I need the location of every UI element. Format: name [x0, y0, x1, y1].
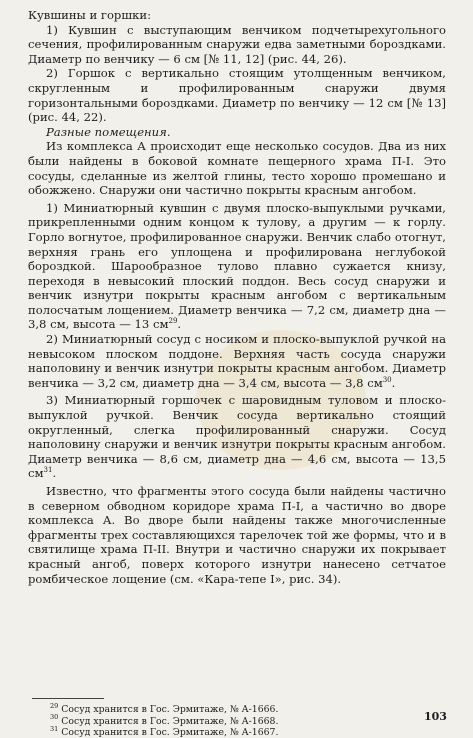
- paragraph-pot: 2) Горшок с вертикально стоящим утолщенным венчиком, скругленным и профилированным снаружи двумя горизонтальными бороздками. Диаметр по венчику — 12 см [№ 13] (рис. 44, 22).: [28, 66, 446, 125]
- paragraph-miniature-jug: 1) Миниатюрный кувшин с двумя плоско-выпуклыми ручками, прикрепленными одним концом к тулову, а другим — к горлу. Горло вогнутое, профилированное снаружи. Венчик слабо отогнут, верхняя грань его уплощена и профилирована неглубокой бороздкой. Шарообразное тулово плавно сужается книзу, переходя в невысокий плоский поддон. Весь сосуд снаружи и венчик изнутри покрыты красным ангобом с вертикальным полосчатым лощением. Диаметр венчика — 7,2 см, диаметр дна — 3,8 см, высота — 13 $см^{29}$.: [28, 200, 446, 332]
- footnote-ref-30: 30: [382, 375, 392, 384]
- page-number: 103: [424, 710, 447, 723]
- miniature-pot-text: 3) Миниатюрный горшочек с шаровидным туловом и плоско-выпуклой ручкой. Венчик сосуда вертикально стоящий округленный, слегка профилированный снаружи. Сосуд наполовину снаружи и венчик изнутри покрыты красным ангобом. Диаметр венчика — 8,6 см, диаметр дна — 4,6 см, высота — 13,5 см: [28, 393, 446, 481]
- footnotes: [28, 704, 446, 738]
- section-heading: Кувшины и горшки:: [28, 8, 152, 22]
- subheading-rooms: Разные помещения.: [46, 124, 171, 139]
- footnote-ref-31: 31: [43, 466, 53, 475]
- paragraph-miniature-pot: 3) Миниатюрный горшочек с шаровидным туловом и плоско-выпуклой ручкой. Венчик сосуда вертикально стоящий округленный, слегка профилированный снаружи. Сосуд наполовину снаружи и венчик изнутри покрыты красным ангобом. Диаметр венчика — 8,6 см, диаметр дна — 4,6 см, высота — 13,5 $см^{31}$.: [28, 393, 446, 481]
- footnote-divider: [32, 698, 104, 699]
- miniature-vessel-text: 2) Миниатюрный сосуд с носиком и плоско-выпуклой ручкой на невысоком плоском поддоне. Верхняя часть сосуда снаружи наполовину и венчик изнутри покрыты красным ангобом. Диаметр венчика — 3,2 см, диаметр дна — 3,4 см, высота — 3,8 см: [28, 332, 446, 390]
- page-body: [28, 8, 446, 738]
- paragraph-miniature-vessel: 2) Миниатюрный сосуд с носиком и плоско-выпуклой ручкой на невысоком плоском поддоне. Верхняя часть сосуда снаружи наполовину и венчик изнутри покрыты красным ангобом. Диаметр венчика — 3,2 см, диаметр дна — 3,4 см, высота — 3,8 $см^{30}$.: [28, 332, 446, 390]
- miniature-jug-text: 1) Миниатюрный кувшин с двумя плоско-выпуклыми ручками, прикрепленными одним концом к тулову, а другим — к горлу. Горло вогнутое, профилированное снаружи. Венчик слабо отогнут, верхняя грань его уплощена и профилирована неглубокой бороздкой. Шарообразное тулово плавно сужается книзу, переходя в невысокий плоский поддон. Весь сосуд снаружи и венчик изнутри покрыты красным ангобом с вертикальным полосчатым лощением. Диаметр венчика — 7,2 см, диаметр дна — 3,8 см, высота — 13 см: [28, 200, 446, 332]
- footnote-ref-29: 29: [168, 317, 178, 326]
- footnote: $^{29}$ Сосуд хранится в Гос. Эрмитаже, № А-1666.: [50, 702, 279, 716]
- footnote: $^{31}$ Сосуд хранится в Гос. Эрмитаже, № А-1667.: [50, 724, 279, 738]
- paragraph-jug: 1) Кувшин с выступающим венчиком подчетырехугольного сечения, профилированным снаружи едва заметными бороздками. Диаметр по венчику — 6 см [№ 11, 12] (рис. 44, 26).: [28, 22, 446, 66]
- footnote: $^{30}$ Сосуд хранится в Гос. Эрмитаже, № А-1668.: [50, 713, 279, 727]
- paragraph-complex-a: Из комплекса А происходит еще несколько сосудов. Два из них были найдены в боковой комнате пещерного храма П-I. Это сосуды, сделанные из желтой глины, тесто хорошо промешано и обожжено. Снаружи они частично покрыты красным ангобом.: [28, 139, 446, 198]
- paragraph-fragments: Известно, что фрагменты этого сосуда были найдены частично в северном обводном коридоре храма П-I, а частично во дворе комплекса А. Во дворе были найдены также многочисленные фрагменты трех составляющихся тарелочек той же формы, что и в святилище храма П-II. Внутри и частично снаружи их покрывает красный ангоб, поверх которого изнутри нанесено сетчатое ромбическое лощение (см. «Кара-тепе I», рис. 34).: [28, 484, 446, 586]
